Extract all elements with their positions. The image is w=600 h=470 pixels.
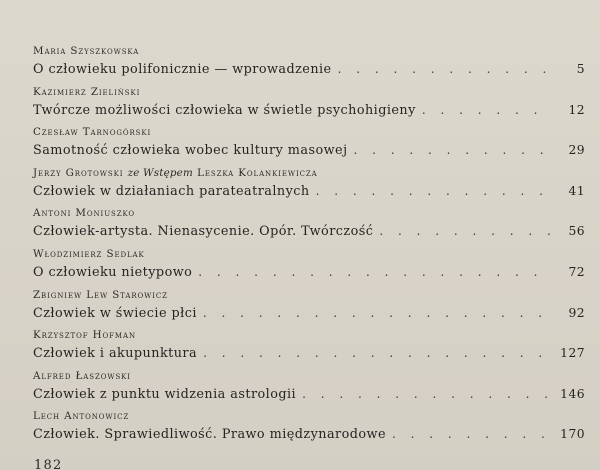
entry-line <box>33 62 585 77</box>
entry-page-number: 92 <box>568 305 585 320</box>
toc-entry <box>33 126 585 167</box>
entry-page-number: 72 <box>568 264 585 279</box>
toc-entry <box>33 248 585 289</box>
toc-entry <box>33 370 585 411</box>
entry-title: Człowiek. Sprawiedliwość. Prawo międzynarodowe <box>33 427 386 443</box>
entry-page-number: 12 <box>568 102 585 117</box>
entry-line <box>33 265 585 280</box>
toc-entry <box>33 329 585 370</box>
entry-title: Twórcze możliwości człowieka w świetle psychohigieny <box>33 102 416 118</box>
entry-page-number: 56 <box>568 224 585 239</box>
entry-line <box>33 306 585 321</box>
entry-author: Czesław Tarnogórski <box>33 126 152 139</box>
dot-leader <box>353 143 551 157</box>
dot-leader <box>316 184 551 198</box>
author-connector: ze Wstępem <box>127 166 193 179</box>
entry-line <box>33 387 585 402</box>
dot-leader <box>379 224 551 238</box>
entry-title: O człowieku nietypowo <box>33 264 193 280</box>
entry-author: Maria Szyszkowska <box>33 45 140 57</box>
entry-line <box>33 224 585 239</box>
toc-entry <box>33 45 585 86</box>
dot-leader <box>203 346 551 360</box>
dot-leader <box>338 62 551 76</box>
toc-entry <box>33 207 585 248</box>
entry-line <box>33 143 585 158</box>
entry-page-number: 170 <box>560 427 585 442</box>
dot-leader <box>302 387 551 401</box>
entry-author: Krzysztof Hofman <box>33 329 136 342</box>
entry-author: Kazimierz Zieliński <box>33 85 141 98</box>
entry-title: Człowiek i akupunktura <box>33 346 198 362</box>
entry-page-number: 29 <box>568 143 585 158</box>
entry-title: Człowiek w świecie płci <box>33 305 197 321</box>
table-of-contents <box>33 45 585 451</box>
page-number-footer: 182 <box>34 458 63 470</box>
dot-leader <box>392 427 551 441</box>
entry-title: Człowiek w działaniach parateatralnych <box>33 183 310 199</box>
entry-author: Zbigniew Lew Starowicz <box>33 288 168 301</box>
entry-page-number: 146 <box>560 386 585 401</box>
entry-author: Alfred Łaszowski <box>33 369 131 382</box>
entry-page-number: 41 <box>568 183 585 198</box>
entry-author <box>33 167 318 179</box>
entry-page-number: 5 <box>576 62 585 76</box>
toc-entry <box>33 86 585 127</box>
dot-leader <box>203 306 551 320</box>
entry-title: Samotność człowieka wobec kultury masowej <box>33 143 348 159</box>
author-extra: Leszka Kolankiewicza <box>197 166 318 179</box>
entry-page-number: 127 <box>560 346 585 361</box>
toc-entry <box>33 167 585 208</box>
entry-line <box>33 184 585 199</box>
toc-entry <box>33 289 585 330</box>
entry-title: O człowieku polifonicznie — wprowadzenie <box>33 62 332 77</box>
entry-title: Człowiek-artysta. Nienasycenie. Opór. Twórczość <box>33 224 374 240</box>
entry-author: Antoni Moniuszko <box>33 207 136 220</box>
entry-line <box>33 427 585 442</box>
entry-author: Włodzimierz Sedlak <box>33 247 145 260</box>
toc-entry <box>33 410 585 451</box>
dot-leader <box>422 103 551 117</box>
entry-line <box>33 103 585 118</box>
dot-leader <box>198 265 551 279</box>
author-name: Jerzy Grotowski <box>33 166 124 179</box>
entry-title: Człowiek z punktu widzenia astrologii <box>33 386 297 402</box>
entry-line <box>33 346 585 361</box>
entry-author: Lech Antonowicz <box>33 410 130 423</box>
